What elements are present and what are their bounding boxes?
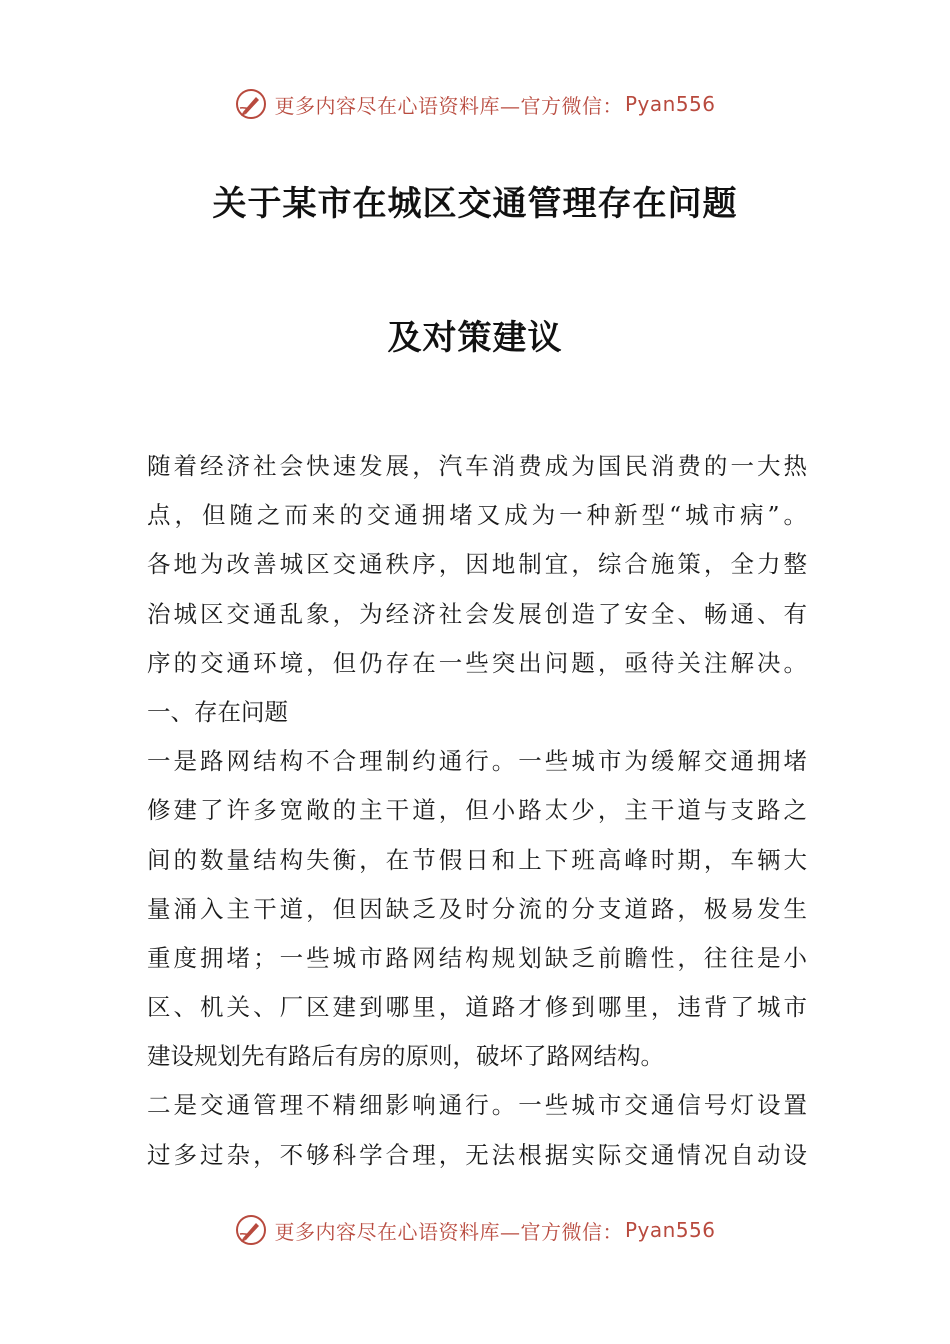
body-line: 量涌入主干道，但因缺乏及时分流的分支道路，极易发生 (147, 894, 807, 923)
body-line: 各地为改善城区交通秩序，因地制宜，综合施策，全力整 (147, 550, 807, 579)
watermark-wechat-id: Pyan556 (624, 92, 716, 116)
body-line: 一是路网结构不合理制约通行。一些城市为缓解交通拥堵 (147, 747, 807, 776)
body-line: 随着经济社会快速发展，汽车消费成为国民消费的一大热 (147, 452, 807, 480)
document-title-line-1: 关于某市在城区交通管理存在问题 (212, 184, 738, 224)
watermark-text: 更多内容尽在心语资料库—官方微信： (274, 93, 623, 118)
body-line: 建设规划先有路后有房的原则，破坏了路网结构。 (147, 1042, 664, 1071)
body-line: 过多过杂，不够科学合理，无法根据实际交通情况自动设 (147, 1140, 807, 1169)
pen-logo-icon (234, 1213, 268, 1247)
body-line: 间的数量结构失衡，在节假日和上下班高峰时期，车辆大 (147, 845, 807, 874)
body-line: 区、机关、厂区建到哪里，道路才修到哪里，违背了城市 (147, 993, 807, 1022)
document-body (147, 442, 807, 1180)
body-line: 点，但随之而来的交通拥堵又成为一种新型“城市病”。 (147, 501, 807, 530)
document-title-line-2: 及对策建议 (387, 318, 563, 358)
pen-logo-icon (234, 87, 268, 121)
body-line: 二是交通管理不精细影响通行。一些城市交通信号灯设置 (147, 1091, 807, 1120)
watermark-wechat-id: Pyan556 (624, 1218, 716, 1242)
watermark-text: 更多内容尽在心语资料库—官方微信： (274, 1219, 623, 1244)
watermark-header (0, 84, 950, 124)
body-line: 修建了许多宽敞的主干道，但小路太少，主干道与支路之 (147, 796, 807, 825)
body-line: 序的交通环境，但仍存在一些突出问题，亟待关注解决。 (147, 648, 807, 677)
body-line: 治城区交通乱象，为经济社会发展创造了安全、畅通、有 (147, 599, 807, 628)
watermark-footer (0, 1210, 950, 1250)
section-heading: 一、存在问题 (147, 697, 288, 726)
body-line: 重度拥堵；一些城市路网结构规划缺乏前瞻性，往往是小 (147, 943, 807, 972)
